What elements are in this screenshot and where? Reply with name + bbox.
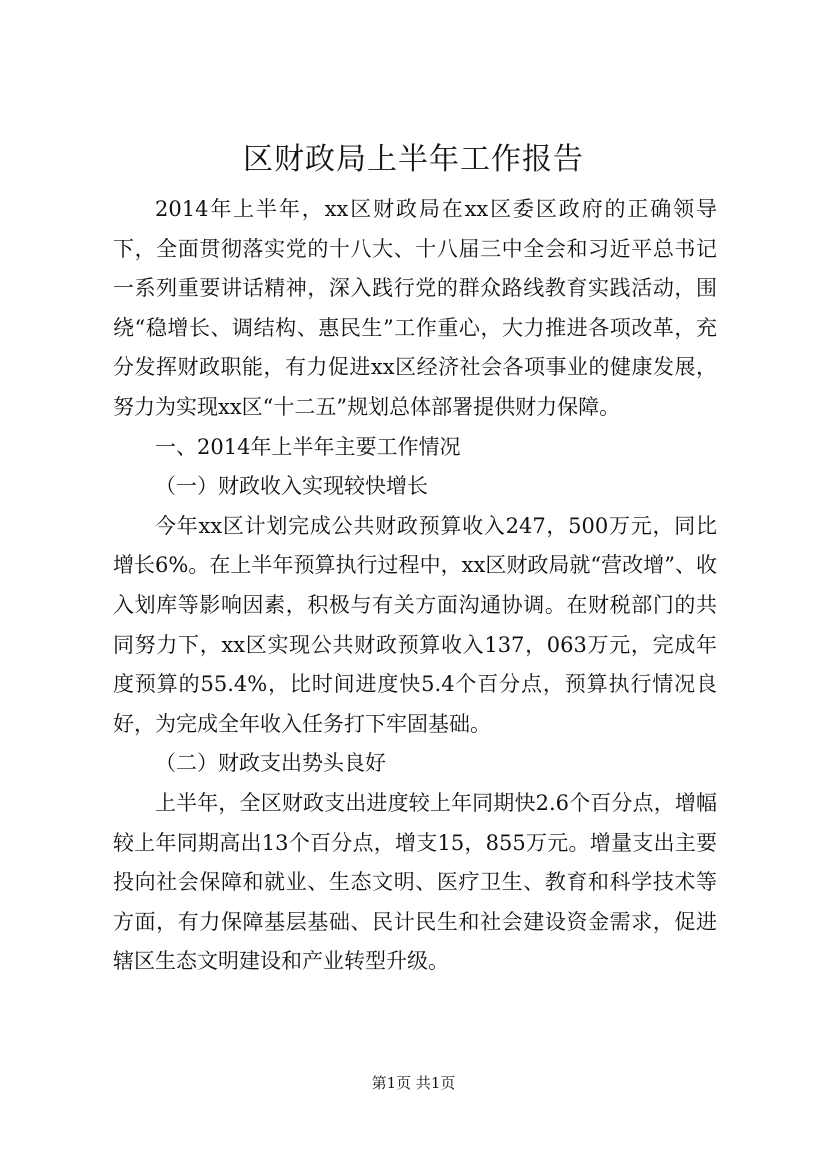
expenditure-paragraph: 上半年，全区财政支出进度较上年同期快2.6个百分点，增幅较上年同期高出13个百分点，增支15，855万元。增量支出主要投向社会保障和就业、生态文明、医疗卫生、教育和科学技术等方面，有力保障基层基础、民计民生和社会建设资金需求，促进辖区生态文明建设和产业转型升级。 (113, 790, 717, 974)
subsection-heading-income: （一）财政收入实现较快增长 (155, 474, 428, 499)
section-heading: 一、2014年上半年主要工作情况 (155, 434, 461, 459)
subsection-heading-expenditure: （二）财政支出势头良好 (155, 751, 386, 776)
page-footer: 第1页 共1页 (371, 1074, 456, 1092)
document-title: 区财政局上半年工作报告 (243, 142, 584, 177)
intro-paragraph: 2014年上半年，xx区财政局在xx区委区政府的正确领导下，全面贯彻落实党的十八大、十八届三中全会和习近平总书记一系列重要讲话精神，深入践行党的群众路线教育实践活动，围绕“稳增长、调结构、惠民生”工作重心，大力推进各项改革，充分发挥财政职能，有力促进xx区经济社会各项事业的健康发展，努力为实现xx区“十二五”规划总体部署提供财力保障。 (113, 197, 717, 419)
document-body (113, 190, 717, 982)
income-paragraph: 今年xx区计划完成公共财政预算收入247，500万元，同比增长6%。在上半年预算执行过程中，xx区财政局就“营改增”、收入划库等影响因素，积极与有关方面沟通协调。在财税部门的共同努力下，xx区实现公共财政预算收入137，063万元，完成年度预算的55.4%，比时间进度快5.4个百分点，预算执行情况良好，为完成全年收入任务打下牢固基础。 (113, 513, 717, 736)
